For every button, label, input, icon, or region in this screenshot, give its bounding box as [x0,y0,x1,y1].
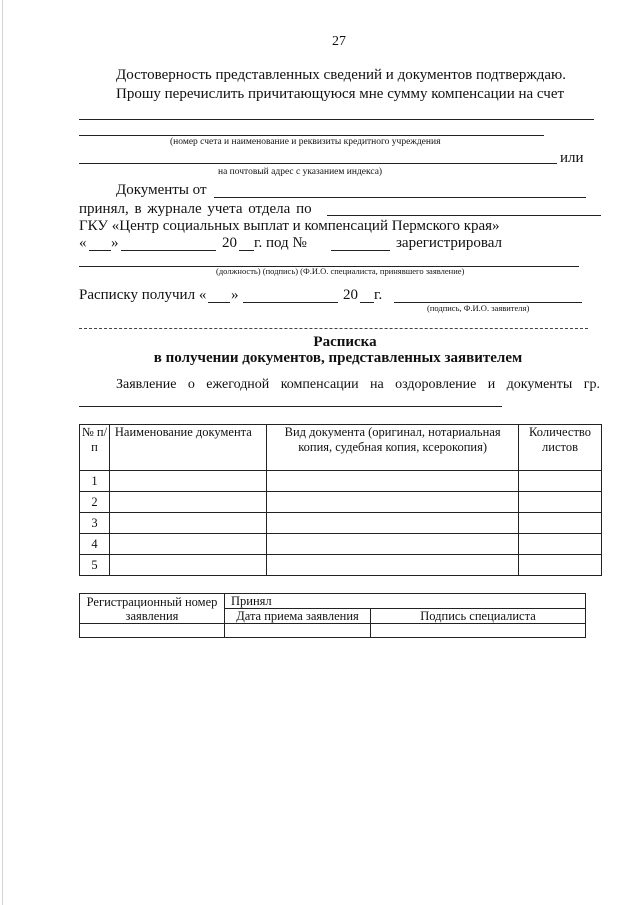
receipt-close-quote: » [231,287,239,303]
receipt-month-line [243,302,338,303]
doc-name-cell [109,492,266,513]
row-number: 2 [80,492,110,513]
doc-type-cell [267,534,519,555]
account-line-1 [79,119,594,120]
statement-word: компенсации [280,377,359,392]
doc-name-cell [109,555,266,576]
year-line [239,250,254,251]
sheet-count-cell [519,513,602,534]
header-doc-name: Наименование документа [109,425,266,471]
reg-number-label: Регистрационный номер заявления [80,594,225,624]
number-line [331,250,390,251]
table-row [80,534,602,555]
statement-word: гр. [583,377,600,392]
reg-number-value [80,624,225,638]
statement-word: Заявление [116,377,177,392]
registered-label: зарегистрировал [396,235,503,251]
header-doc-type: Вид документа (оригинал, нотариальная копия, судебная копия, ксерокопия) [267,425,519,471]
sheet-count-cell [519,471,602,492]
request-line: Прошу перечислить причитающуюся мне сумму компенсации на счет [116,86,565,102]
date-open-quote: « [79,235,87,251]
receipt-year-prefix: 20 [343,287,358,303]
date-close-quote: » [111,235,119,251]
sheet-count-cell [519,492,602,513]
day-line [89,250,111,251]
caption-address: на почтовый адрес с указанием индекса) [218,167,383,177]
docs-from-label: Документы от [116,182,207,198]
receipt-got-label: Расписку получил « [79,287,207,303]
doc-type-cell [267,513,519,534]
statement-word: оздоровление [395,377,477,392]
receipt-g: г. [374,287,383,303]
doc-type-cell [267,492,519,513]
doc-name-cell [109,534,266,555]
receipt-year-line [360,302,374,303]
statement-line [116,377,600,393]
sheet-count-cell [519,534,602,555]
date-value [225,624,371,638]
doc-name-cell [109,513,266,534]
table-row [80,492,602,513]
registration-table [79,593,586,638]
date-label: Дата приема заявления [225,609,371,624]
doc-type-cell [267,471,519,492]
caption-account: (номер счета и наименование и реквизиты кредитного учреждения [170,137,441,147]
applicant-name-line [79,406,502,407]
word-or: или [560,150,584,166]
header-sheet-count: Количество листов [519,425,602,471]
receipt-subtitle: в получении документов, представленных заявителем [153,350,523,366]
signature-value [371,624,586,638]
receipt-day-line [208,302,230,303]
table-row [80,555,602,576]
address-line [79,163,557,164]
caption-applicant: (подпись, Ф.И.О. заявителя) [427,303,530,313]
month-line [121,250,216,251]
caption-official: (должность) (подпись) (Ф.И.О. специалиста, принявшего заявление) [216,266,465,276]
documents-table [79,424,602,576]
accepted-label: принял, в журнале учета отдела по [79,201,312,217]
signature-label: Подпись специалиста [371,609,586,624]
accepted-label: Принял [225,594,586,609]
confirm-line: Достоверность представленных сведений и документов подтверждаю. [116,67,566,83]
gku-name: ГКУ «Центр социальных выплат и компенсаций Пермского края» [79,218,500,234]
page-number: 27 [332,34,346,49]
row-number: 4 [80,534,110,555]
page-edge [2,0,3,905]
department-line [327,215,601,216]
row-number: 1 [80,471,110,492]
account-line-2 [79,135,544,136]
sheet-count-cell [519,555,602,576]
statement-word: документы [506,377,573,392]
statement-word: на [370,377,384,392]
table-row [80,513,602,534]
statement-word: ежегодной [206,377,270,392]
doc-type-cell [267,555,519,576]
statement-word: о [187,377,195,392]
year-prefix: 20 [222,235,237,251]
year-suffix: г. под № [254,235,307,251]
table-row [80,471,602,492]
header-number: № п/п [80,425,110,471]
row-number: 5 [80,555,110,576]
docs-from-line [214,197,586,198]
row-number: 3 [80,513,110,534]
doc-name-cell [109,471,266,492]
receipt-title: Расписка [313,334,377,350]
statement-word: и [487,377,496,392]
cut-line [79,328,588,329]
